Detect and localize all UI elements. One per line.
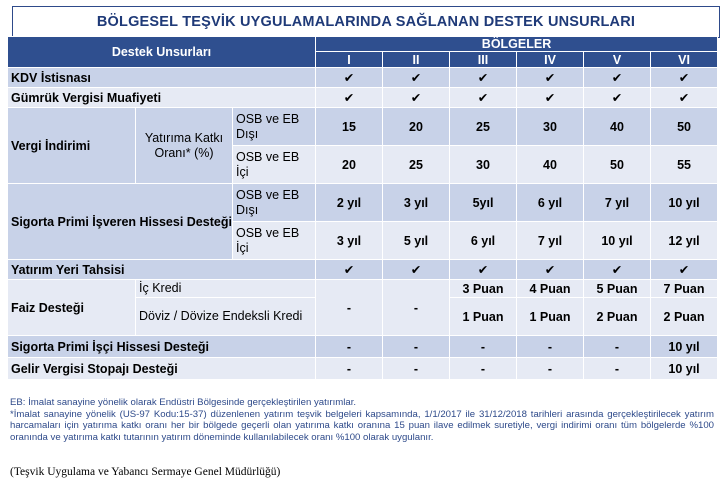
check-icon: ✔ bbox=[450, 88, 517, 108]
faiz-doviz-value: 1 Puan bbox=[517, 298, 584, 336]
table-row bbox=[8, 108, 718, 146]
sigorta-out-value: 6 yıl bbox=[517, 184, 584, 222]
sigorta-in-value: 6 yıl bbox=[450, 222, 517, 260]
table-row bbox=[8, 358, 718, 380]
table-row bbox=[8, 184, 718, 222]
dash-cell: - bbox=[584, 336, 651, 358]
dash-cell: - bbox=[450, 358, 517, 380]
region-header-6: VI bbox=[651, 52, 718, 68]
vergi-out-value: 40 bbox=[584, 108, 651, 146]
sigorta-osb-out-label: OSB ve EB Dışı bbox=[233, 184, 316, 222]
check-icon: ✔ bbox=[584, 68, 651, 88]
faiz-label: Faiz Desteği bbox=[8, 280, 136, 336]
region-header-3: III bbox=[450, 52, 517, 68]
check-icon: ✔ bbox=[651, 68, 718, 88]
vergi-in-value: 50 bbox=[584, 146, 651, 184]
check-icon: ✔ bbox=[383, 68, 450, 88]
vergi-label: Vergi İndirimi bbox=[8, 108, 136, 184]
dash-cell: - bbox=[450, 336, 517, 358]
dash-cell: - bbox=[383, 336, 450, 358]
gelir-label: Gelir Vergisi Stopajı Desteği bbox=[8, 358, 316, 380]
check-icon: ✔ bbox=[316, 260, 383, 280]
sigorta-in-value: 12 yıl bbox=[651, 222, 718, 260]
check-icon: ✔ bbox=[517, 88, 584, 108]
dash-cell: - bbox=[517, 336, 584, 358]
region-header-2: II bbox=[383, 52, 450, 68]
sigorta-in-value: 7 yıl bbox=[517, 222, 584, 260]
table-row bbox=[8, 336, 718, 358]
sigorta-osb-in-label: OSB ve EB İçi bbox=[233, 222, 316, 260]
vergi-in-value: 55 bbox=[651, 146, 718, 184]
regions-header: BÖLGELER bbox=[316, 37, 718, 52]
vergi-out-value: 30 bbox=[517, 108, 584, 146]
check-icon: ✔ bbox=[651, 88, 718, 108]
check-icon: ✔ bbox=[383, 260, 450, 280]
dash-cell: - bbox=[383, 358, 450, 380]
table-row bbox=[8, 68, 718, 88]
check-icon: ✔ bbox=[517, 260, 584, 280]
vergi-out-value: 25 bbox=[450, 108, 517, 146]
sigorta-isci-label: Sigorta Primi İşçi Hissesi Desteği bbox=[8, 336, 316, 358]
faiz-ic-value: 5 Puan bbox=[584, 280, 651, 298]
dash-cell: - bbox=[584, 358, 651, 380]
yatirim-yeri-label: Yatırım Yeri Tahsisi bbox=[8, 260, 316, 280]
sigorta-in-value: 10 yıl bbox=[584, 222, 651, 260]
vergi-sub-label: Yatırıma Katkı Oranı* (%) bbox=[136, 108, 233, 184]
sigorta-isveren-label: Sigorta Primi İşveren Hissesi Desteği bbox=[8, 184, 233, 260]
check-icon: ✔ bbox=[651, 260, 718, 280]
faiz-ic-value: 3 Puan bbox=[450, 280, 517, 298]
gelir-value: 10 yıl bbox=[651, 358, 718, 380]
vergi-out-value: 15 bbox=[316, 108, 383, 146]
vergi-out-value: 50 bbox=[651, 108, 718, 146]
sigorta-out-value: 7 yıl bbox=[584, 184, 651, 222]
table-row bbox=[8, 260, 718, 280]
source-note: (Teşvik Uygulama ve Yabancı Sermaye Genel Müdürlüğü) bbox=[10, 466, 281, 478]
faiz-doviz-value: 2 Puan bbox=[584, 298, 651, 336]
gumruk-label: Gümrük Vergisi Muafiyeti bbox=[8, 88, 316, 108]
kdv-label: KDV İstisnası bbox=[8, 68, 316, 88]
sigorta-isci-value: 10 yıl bbox=[651, 336, 718, 358]
check-icon: ✔ bbox=[584, 88, 651, 108]
table-row bbox=[8, 88, 718, 108]
faiz-ic-value: 4 Puan bbox=[517, 280, 584, 298]
faiz-doviz-value: 2 Puan bbox=[651, 298, 718, 336]
faiz-ic-kredi-label: İç Kredi bbox=[136, 280, 316, 298]
faiz-ic-value: 7 Puan bbox=[651, 280, 718, 298]
sigorta-in-value: 3 yıl bbox=[316, 222, 383, 260]
faiz-doviz-label: Döviz / Dövize Endeksli Kredi bbox=[136, 298, 316, 336]
support-table bbox=[7, 36, 718, 380]
vergi-in-value: 25 bbox=[383, 146, 450, 184]
dash-cell: - bbox=[517, 358, 584, 380]
dash-cell: - bbox=[316, 336, 383, 358]
check-icon: ✔ bbox=[316, 68, 383, 88]
vergi-out-value: 20 bbox=[383, 108, 450, 146]
support-items-header: Destek Unsurları bbox=[8, 37, 316, 68]
dash-cell: - bbox=[316, 358, 383, 380]
sigorta-in-value: 5 yıl bbox=[383, 222, 450, 260]
vergi-osb-in-label: OSB ve EB İçi bbox=[233, 146, 316, 184]
vergi-in-value: 40 bbox=[517, 146, 584, 184]
faiz-dash: - bbox=[316, 280, 383, 336]
vergi-in-value: 20 bbox=[316, 146, 383, 184]
faiz-doviz-value: 1 Puan bbox=[450, 298, 517, 336]
vergi-in-value: 30 bbox=[450, 146, 517, 184]
document-title: BÖLGESEL TEŞVİK UYGULAMALARINDA SAĞLANAN DESTEK UNSURLARI bbox=[12, 6, 720, 38]
check-icon: ✔ bbox=[383, 88, 450, 108]
table-row bbox=[8, 280, 718, 298]
sigorta-out-value: 3 yıl bbox=[383, 184, 450, 222]
check-icon: ✔ bbox=[584, 260, 651, 280]
sigorta-out-value: 10 yıl bbox=[651, 184, 718, 222]
region-header-1: I bbox=[316, 52, 383, 68]
vergi-osb-out-label: OSB ve EB Dışı bbox=[233, 108, 316, 146]
check-icon: ✔ bbox=[450, 260, 517, 280]
sigorta-out-value: 5yıl bbox=[450, 184, 517, 222]
check-icon: ✔ bbox=[517, 68, 584, 88]
faiz-dash: - bbox=[383, 280, 450, 336]
region-header-4: IV bbox=[517, 52, 584, 68]
check-icon: ✔ bbox=[450, 68, 517, 88]
sigorta-out-value: 2 yıl bbox=[316, 184, 383, 222]
star-note: *İmalat sanayine yönelik (US-97 Kodu:15-37) düzenlenen yatırım teşvik belgeleri kapsamında, 1/1/2017 ile 31/12/2018 tarihleri arasında gerçekleştirilecek yatırım harcamaları için yatırıma katkı oranı her bir bölgede geçerli olan yatırıma katkı oranına 15 puan ilave edilmek suretiyle, vergi indirimi oranı tüm bölgelerde %100 oranında ve yatırıma katkı tutarının yatırım döneminde kullanılabilecek oranı %100 olarak uygulanır. bbox=[10, 408, 714, 443]
footnotes bbox=[10, 397, 714, 443]
eb-note: EB: İmalat sanayine yönelik olarak Endüstri Bölgesinde gerçekleştirilen yatırımlar. bbox=[10, 397, 357, 408]
region-header-5: V bbox=[584, 52, 651, 68]
check-icon: ✔ bbox=[316, 88, 383, 108]
